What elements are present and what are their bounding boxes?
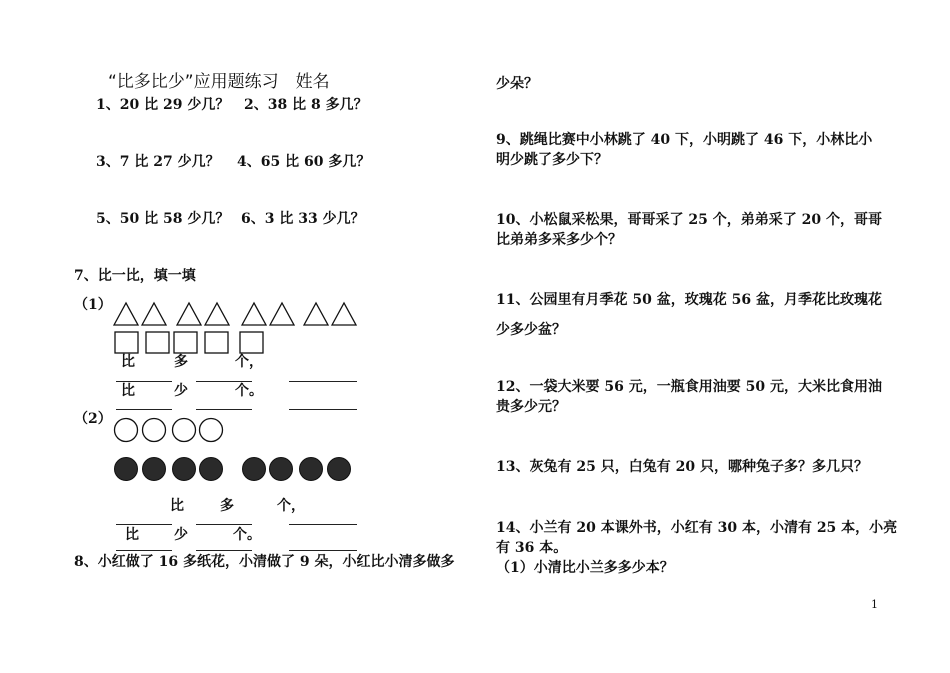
answer-line [289,381,357,382]
question-14-line-1: 14、小兰有 20 本课外书，小红有 30 本，小清有 25 本，小亮 [496,520,898,536]
part-1-row1-compare: 比 [121,354,135,370]
triangle-shape [177,303,201,325]
part-2-row2-less: 少 [174,527,188,543]
part-1-row2-unit: 个。 [235,383,263,399]
question-13: 13、灰兔有 25 只，白兔有 20 只，哪种兔子多？多几只？ [496,459,868,475]
triangle-shape [142,303,166,325]
question-14-sub-1: （1）小清比小兰多多少本？ [496,560,674,576]
square-shape [146,332,169,353]
triangle-shape [332,303,356,325]
question-5: 5、50 比 58 少几？ [96,211,230,227]
triangle-shape [114,303,138,325]
part-2-row1-more: 多 [220,498,234,514]
part-2-row1-compare: 比 [170,498,184,514]
question-3: 3、7 比 27 少几？ [96,154,220,170]
white-circle-shape [173,419,196,442]
page-number: 1 [871,598,878,611]
question-10-line-1: 10、小松鼠采松果，哥哥采了 25 个，弟弟采了 20 个，哥哥 [496,212,882,228]
square-shape [174,332,197,353]
black-circle-shape [328,458,351,481]
black-circle-shape [143,458,166,481]
black-circle-shape [270,458,293,481]
triangle-row [110,300,360,328]
black-circle-shape [243,458,266,481]
question-4: 4、65 比 60 多几？ [237,154,371,170]
question-6: 6、3 比 33 少几？ [241,211,365,227]
part-1-row1-unit: 个， [235,354,263,370]
triangle-shape [205,303,229,325]
blank-line [116,409,172,410]
blank-line [196,524,252,525]
square-shape [115,332,138,353]
white-circle-shape [143,419,166,442]
question-9-line-2: 明少跳了多少下？ [496,152,608,168]
part-2-label: （2） [74,411,112,427]
triangle-shape [270,303,294,325]
part-2-row2-compare: 比 [125,527,139,543]
part-2-row2-unit: 个。 [233,527,261,543]
blank-line [196,409,252,410]
blank-line [116,524,172,525]
question-11-line-1: 11、公园里有月季花 50 盆，玫瑰花 56 盆，月季花比玫瑰花 [496,292,882,308]
question-12-line-2: 贵多少元？ [496,399,566,415]
black-circle-shape [115,458,138,481]
square-shape [205,332,228,353]
part-2-row1-unit: 个， [277,498,305,514]
part-1-label: （1） [74,297,112,313]
question-14-line-2: 有 36 本。 [496,540,568,556]
question-10-line-2: 比弟弟多采多少个？ [496,232,622,248]
question-11-line-2: 少多少盆？ [496,322,566,338]
part-1-row2-less: 少 [174,383,188,399]
blank-line [116,550,172,551]
question-1: 1、20 比 29 少几？ [96,97,230,113]
question-8-continued: 少朵？ [496,76,538,92]
answer-line [289,524,357,525]
page-title: “比多比少”应用题练习 姓名 [108,72,330,92]
square-shape [240,332,263,353]
white-circle-shape [115,419,138,442]
white-circle-row [110,416,240,444]
black-circle-shape [173,458,196,481]
part-1-row2-compare: 比 [121,383,135,399]
triangle-shape [304,303,328,325]
question-9-line-1: 9、跳绳比赛中小林跳了 40 下，小明跳了 46 下，小林比小 [496,132,873,148]
question-2: 2、38 比 8 多几？ [244,97,368,113]
part-1-row1-more: 多 [174,354,188,370]
black-circle-shape [200,458,223,481]
black-circle-shape [300,458,323,481]
answer-line [289,409,357,410]
black-circle-row [110,455,360,483]
question-7: 7、比一比，填一填 [74,268,196,284]
question-8: 8、小红做了 16 多纸花，小清做了 9 朵，小红比小清多做多 [74,554,455,570]
blank-line [196,550,252,551]
question-12-line-1: 12、一袋大米要 56 元，一瓶食用油要 50 元，大米比食用油 [496,379,882,395]
white-circle-shape [200,419,223,442]
triangle-shape [242,303,266,325]
answer-line [289,550,357,551]
